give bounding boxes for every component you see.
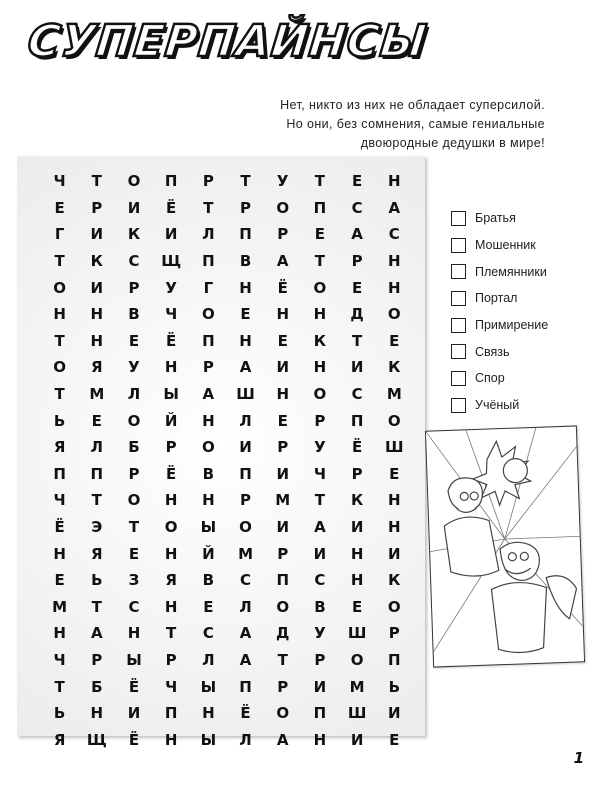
grid-cell[interactable]: Н <box>350 544 364 563</box>
grid-cell[interactable]: Н <box>53 544 66 563</box>
checkbox[interactable] <box>451 211 466 226</box>
grid-cell[interactable]: Т <box>54 385 65 404</box>
checkbox[interactable] <box>451 318 466 333</box>
grid-cell[interactable]: Ё <box>128 677 140 696</box>
grid-cell[interactable]: У <box>165 278 177 297</box>
grid-cell[interactable]: А <box>314 518 326 537</box>
grid-cell[interactable]: П <box>276 571 289 590</box>
grid-cell[interactable]: О <box>201 305 215 324</box>
subtitle-line: Нет, никто из них не обладает суперсилой. <box>280 98 545 112</box>
grid-cell[interactable]: П <box>350 411 364 430</box>
grid-cell[interactable]: О <box>387 305 401 324</box>
grid-cell[interactable]: Л <box>239 411 252 430</box>
grid-cell[interactable]: М <box>89 385 105 404</box>
grid-cell[interactable]: К <box>388 358 401 377</box>
grid-cell[interactable]: С <box>388 225 400 244</box>
word-item[interactable] <box>451 285 548 312</box>
grid-cell[interactable]: Т <box>314 491 326 510</box>
grid-cell[interactable]: Р <box>277 225 289 244</box>
grid-cell[interactable]: М <box>386 385 402 404</box>
grid-cell[interactable]: К <box>313 331 327 350</box>
grid-cell[interactable]: Ч <box>53 172 66 191</box>
grid-cell[interactable]: Р <box>277 438 289 457</box>
grid-cell[interactable]: Т <box>203 198 214 217</box>
grid-cell[interactable]: Т <box>314 252 326 271</box>
checkbox[interactable] <box>451 371 466 386</box>
grid-cell[interactable]: И <box>388 544 401 563</box>
grid-cell[interactable]: М <box>238 544 253 563</box>
grid-cell[interactable]: Ы <box>126 650 142 669</box>
grid-cell[interactable]: П <box>388 650 401 669</box>
grid-cell[interactable]: Р <box>277 544 289 563</box>
grid-cell[interactable]: Т <box>166 624 177 643</box>
grid-cell[interactable]: Р <box>240 198 252 217</box>
grid-cell[interactable]: С <box>314 571 326 590</box>
grid-cell[interactable]: Е <box>351 278 363 297</box>
grid-cell[interactable]: Н <box>239 331 252 350</box>
grid-cell[interactable]: И <box>127 198 141 217</box>
grid-cell[interactable]: О <box>127 172 141 191</box>
word-item[interactable] <box>451 312 548 339</box>
grid-cell[interactable]: Р <box>314 411 326 430</box>
word-label: Братья <box>475 211 516 226</box>
grid-cell[interactable]: Г <box>203 278 214 297</box>
word-label: Примирение <box>475 318 549 333</box>
grid-cell[interactable]: О <box>350 650 364 669</box>
grid-cell[interactable]: И <box>276 518 289 537</box>
grid-cell[interactable]: Р <box>314 650 326 669</box>
grid-cell[interactable]: Е <box>128 331 140 350</box>
illustration-frame <box>425 425 585 667</box>
grid-cell[interactable]: А <box>239 624 252 643</box>
grid-cell[interactable]: Ы <box>200 677 217 696</box>
grid-cell[interactable]: В <box>202 464 215 483</box>
grid-cell[interactable]: В <box>128 305 140 324</box>
grid-cell[interactable]: О <box>276 704 290 723</box>
grid-cell[interactable]: Е <box>351 597 363 616</box>
grid-cell[interactable]: Н <box>388 172 401 191</box>
grid-cell[interactable]: Т <box>277 650 288 669</box>
grid-cell[interactable]: Е <box>351 172 363 191</box>
grid-cell[interactable]: П <box>53 464 66 483</box>
grid-cell[interactable]: Ё <box>166 198 177 217</box>
grid-cell[interactable]: Р <box>91 650 103 669</box>
grid-cell[interactable]: Л <box>127 385 141 404</box>
grid-cell[interactable]: Р <box>91 198 103 217</box>
subtitle <box>180 96 545 153</box>
grid-cell[interactable]: У <box>276 172 289 191</box>
grid-cell[interactable]: О <box>127 411 141 430</box>
grid-cell[interactable]: Ч <box>165 305 178 324</box>
grid-cell[interactable]: О <box>127 491 141 510</box>
grid-cell[interactable]: Н <box>164 730 178 749</box>
grid-cell[interactable]: Ё <box>166 464 177 483</box>
grid-cell[interactable]: И <box>313 677 327 696</box>
grid-cell[interactable]: О <box>53 278 66 297</box>
grid-cell[interactable]: Я <box>53 438 66 457</box>
grid-cell[interactable]: Э <box>91 518 103 537</box>
grid-cell[interactable]: Е <box>277 411 288 430</box>
grid-cell[interactable]: О <box>164 518 178 537</box>
grid-cell[interactable]: Н <box>127 624 141 643</box>
grid-cell[interactable]: И <box>276 464 289 483</box>
grid-cell[interactable]: А <box>276 252 289 271</box>
grid-cell[interactable]: Н <box>313 730 327 749</box>
grid-cell[interactable]: Щ <box>86 730 107 749</box>
grid-cell[interactable]: Р <box>277 677 289 696</box>
grid-cell[interactable]: А <box>90 624 103 643</box>
grid-cell[interactable]: Н <box>388 491 401 510</box>
grid-cell[interactable]: Я <box>91 358 103 377</box>
grid-cell[interactable]: К <box>350 491 364 510</box>
grid-cell[interactable]: В <box>202 571 215 590</box>
grid-cell[interactable]: Н <box>276 305 289 324</box>
grid-cell[interactable]: Н <box>53 624 66 643</box>
grid-cell[interactable]: Т <box>91 597 102 616</box>
grid-cell[interactable]: А <box>202 385 215 404</box>
grid-cell[interactable]: И <box>276 358 289 377</box>
grid-cell[interactable]: Ы <box>163 385 179 404</box>
grid-cell[interactable]: П <box>164 704 178 723</box>
grid-cell[interactable]: И <box>90 278 104 297</box>
grid-cell[interactable]: О <box>276 198 290 217</box>
grid-cell[interactable]: А <box>351 225 363 244</box>
grid-cell[interactable]: Н <box>202 411 215 430</box>
grid-cell[interactable]: Н <box>164 544 178 563</box>
grid-cell[interactable]: Ь <box>91 571 103 590</box>
grid-cell[interactable]: И <box>313 544 327 563</box>
grid-cell[interactable]: Н <box>164 358 178 377</box>
grid-cell[interactable]: Т <box>314 172 326 191</box>
grid-cell[interactable]: Н <box>202 704 215 723</box>
grid-cell[interactable]: Р <box>128 464 140 483</box>
grid-cell[interactable]: У <box>314 624 326 643</box>
word-item[interactable] <box>451 338 548 365</box>
grid-cell[interactable]: И <box>90 225 104 244</box>
grid-cell[interactable]: Щ <box>161 252 182 271</box>
grid-cell[interactable]: Б <box>91 677 103 696</box>
grid-cell[interactable]: Н <box>313 358 327 377</box>
grid-cell[interactable]: И <box>164 225 178 244</box>
grid-cell[interactable]: С <box>351 385 363 404</box>
grid-cell[interactable]: Е <box>54 198 65 217</box>
grid-cell[interactable]: Ё <box>166 331 177 350</box>
grid-cell[interactable]: Ё <box>240 704 251 723</box>
grid-cell[interactable]: П <box>202 252 215 271</box>
grid-cell[interactable]: М <box>349 677 365 696</box>
grid-cell[interactable]: Н <box>388 518 401 537</box>
word-label: Учёный <box>475 398 520 413</box>
grid-cell[interactable]: Н <box>164 491 178 510</box>
grid-cell[interactable]: Г <box>54 225 65 244</box>
grid-cell[interactable]: Ь <box>388 677 400 696</box>
grid-cell[interactable]: Ч <box>53 650 66 669</box>
grid-cell[interactable]: Е <box>389 331 400 350</box>
grid-cell[interactable]: У <box>314 438 326 457</box>
grid-cell[interactable]: Ш <box>347 624 367 643</box>
grid-cell[interactable]: А <box>239 650 252 669</box>
grid-cell[interactable]: Ь <box>53 411 66 430</box>
grid-cell[interactable]: Ё <box>128 730 140 749</box>
grid-cell[interactable]: О <box>387 597 401 616</box>
grid-cell[interactable]: Т <box>54 677 65 696</box>
grid-cell[interactable]: Ё <box>351 438 363 457</box>
grid-cell[interactable]: Ь <box>53 704 66 723</box>
grid-cell[interactable]: Л <box>90 438 104 457</box>
grid-cell[interactable]: Ё <box>54 518 65 537</box>
grid-cell[interactable]: Е <box>91 411 102 430</box>
grid-cell[interactable]: Т <box>351 331 363 350</box>
checkbox[interactable] <box>451 264 466 279</box>
grid-cell[interactable]: Е <box>54 571 65 590</box>
grid-cell[interactable]: П <box>239 225 252 244</box>
grid-cell[interactable]: Ш <box>236 385 255 404</box>
page-title: СУПЕРПАЙНСЫ <box>25 16 430 67</box>
grid-cell[interactable]: Д <box>276 624 290 643</box>
grid-cell[interactable]: С <box>351 198 363 217</box>
grid-cell[interactable]: Н <box>313 305 327 324</box>
grid-cell[interactable]: И <box>239 438 252 457</box>
grid-cell[interactable]: О <box>387 411 401 430</box>
grid-cell[interactable]: Н <box>202 491 215 510</box>
grid-cell[interactable]: Д <box>350 305 364 324</box>
grid-cell[interactable]: В <box>314 597 326 616</box>
grid-cell[interactable]: Р <box>351 252 363 271</box>
grid-cell[interactable]: Р <box>128 278 140 297</box>
grid-cell[interactable]: Ы <box>200 518 217 537</box>
grid-cell[interactable]: П <box>202 331 215 350</box>
checkbox[interactable] <box>451 344 466 359</box>
grid-cell[interactable]: Н <box>276 385 289 404</box>
grid-cell[interactable]: А <box>239 358 252 377</box>
grid-cell[interactable]: Я <box>53 730 66 749</box>
word-item[interactable] <box>451 232 548 259</box>
grid-cell[interactable]: Ч <box>53 491 66 510</box>
grid-cell[interactable]: И <box>127 704 141 723</box>
grid-cell[interactable]: Р <box>240 491 252 510</box>
word-item[interactable] <box>451 205 548 232</box>
word-search-panel <box>17 156 425 749</box>
grid-cell[interactable]: Е <box>277 331 288 350</box>
grid-cell[interactable]: Т <box>54 252 65 271</box>
grid-cell[interactable]: Е <box>128 544 140 563</box>
grid-cell[interactable]: Е <box>203 597 214 616</box>
checkbox[interactable] <box>451 291 466 306</box>
grid-cell[interactable]: Б <box>128 438 140 457</box>
grid-cell[interactable]: Н <box>90 704 104 723</box>
grid-cell[interactable]: С <box>240 571 252 590</box>
grid-cell[interactable]: Н <box>350 571 364 590</box>
page-number: 1 <box>573 749 584 767</box>
grid-cell[interactable]: П <box>164 172 178 191</box>
grid-cell[interactable]: О <box>276 597 290 616</box>
grid-cell[interactable]: М <box>52 597 68 616</box>
grid-cell[interactable]: С <box>202 624 214 643</box>
grid-cell[interactable]: О <box>239 518 252 537</box>
grid-cell[interactable]: И <box>350 358 364 377</box>
word-item[interactable] <box>451 365 548 392</box>
grid-cell[interactable]: К <box>127 225 141 244</box>
grid-cell[interactable]: К <box>388 571 401 590</box>
grid-cell[interactable]: О <box>201 438 215 457</box>
grid-cell[interactable]: Л <box>239 730 252 749</box>
grid-cell[interactable]: Н <box>90 331 104 350</box>
grid-cell[interactable]: Л <box>239 597 252 616</box>
grid-cell[interactable]: П <box>313 198 327 217</box>
grid-cell[interactable]: З <box>128 571 140 590</box>
checkbox[interactable] <box>451 238 466 253</box>
grid-cell[interactable]: Е <box>389 730 400 749</box>
grid-cell[interactable]: Н <box>164 597 178 616</box>
grid-cell[interactable]: А <box>388 198 401 217</box>
word-item[interactable] <box>451 392 548 419</box>
checkbox[interactable] <box>451 398 466 413</box>
grid-cell[interactable]: Ч <box>165 677 178 696</box>
grid-cell[interactable]: Н <box>388 252 401 271</box>
grid-cell[interactable]: С <box>128 252 140 271</box>
grid-cell[interactable]: О <box>313 385 327 404</box>
word-list <box>451 205 548 419</box>
grid-cell[interactable]: Ш <box>385 438 404 457</box>
grid-cell[interactable]: О <box>313 278 327 297</box>
grid-cell[interactable]: Т <box>91 491 102 510</box>
grid-cell[interactable]: Е <box>240 305 251 324</box>
grid-cell[interactable]: Ы <box>200 730 217 749</box>
grid-cell[interactable]: Н <box>90 305 104 324</box>
grid-cell[interactable]: Я <box>165 571 177 590</box>
grid-cell[interactable]: А <box>276 730 289 749</box>
word-search-grid <box>41 168 413 753</box>
grid-cell[interactable]: Р <box>202 358 214 377</box>
superhero-illustration <box>426 426 584 666</box>
grid-cell[interactable]: С <box>128 597 140 616</box>
grid-cell[interactable]: Й <box>164 411 178 430</box>
grid-cell[interactable]: П <box>239 677 252 696</box>
grid-cell[interactable]: М <box>275 491 291 510</box>
grid-cell[interactable]: Р <box>165 650 177 669</box>
grid-cell[interactable]: Л <box>202 650 215 669</box>
grid-cell[interactable]: Р <box>165 438 177 457</box>
grid-cell[interactable]: Р <box>351 464 363 483</box>
grid-cell[interactable]: Л <box>202 225 215 244</box>
grid-cell[interactable]: Т <box>240 172 251 191</box>
grid-cell[interactable]: Т <box>91 172 102 191</box>
grid-cell[interactable]: Р <box>202 172 214 191</box>
grid-cell[interactable]: Е <box>314 225 326 244</box>
subtitle-line: двоюродные дедушки в мире! <box>360 136 545 150</box>
grid-cell[interactable]: Н <box>388 278 401 297</box>
grid-cell[interactable]: Ш <box>347 704 367 723</box>
grid-cell[interactable]: Е <box>389 464 400 483</box>
word-label: Связь <box>475 344 510 359</box>
grid-cell[interactable]: Т <box>128 518 140 537</box>
grid-cell[interactable]: П <box>239 464 252 483</box>
grid-cell[interactable]: Ч <box>313 464 326 483</box>
word-label: Мошенник <box>475 238 536 253</box>
grid-cell[interactable]: П <box>313 704 327 723</box>
word-item[interactable] <box>451 258 548 285</box>
grid-cell[interactable]: Р <box>388 624 400 643</box>
grid-cell[interactable]: Т <box>54 331 65 350</box>
word-label: Спор <box>475 371 505 386</box>
grid-cell[interactable]: Н <box>239 278 252 297</box>
grid-cell[interactable]: О <box>53 358 66 377</box>
grid-cell[interactable]: Н <box>53 305 66 324</box>
grid-cell[interactable]: К <box>90 252 103 271</box>
grid-cell[interactable]: В <box>239 252 252 271</box>
grid-cell[interactable]: И <box>388 704 401 723</box>
grid-cell[interactable]: П <box>90 464 104 483</box>
subtitle-line: Но они, без сомнения, самые гениальные <box>286 117 545 131</box>
grid-cell[interactable]: У <box>128 358 140 377</box>
grid-cell[interactable]: И <box>350 518 364 537</box>
grid-cell[interactable]: Ё <box>277 278 288 297</box>
word-label: Племянники <box>475 264 547 279</box>
grid-cell[interactable]: И <box>350 730 364 749</box>
grid-cell[interactable]: Й <box>202 544 215 563</box>
grid-cell[interactable]: Я <box>91 544 103 563</box>
word-label: Портал <box>475 291 518 306</box>
